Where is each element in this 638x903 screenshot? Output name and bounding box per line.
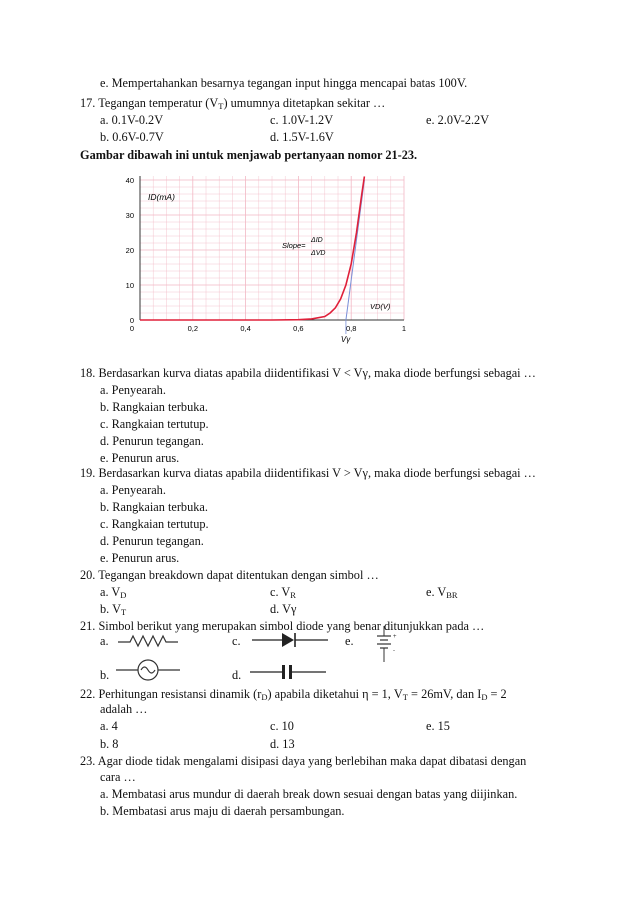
q16-option-e: e. Mempertahankan besarnya tegangan input hingga mencapai batas 100V.: [100, 76, 468, 90]
q19-option-a: a. Penyearah.: [100, 483, 166, 497]
q23-question: 23. Agar diode tidak mengalami disipasi daya yang berlebihan maka dapat dibatasi dengan: [80, 754, 527, 768]
diode-iv-curve-chart: [114, 168, 416, 350]
q22-option-a: a. 4: [100, 719, 118, 733]
ac-source-symbol-icon: [116, 658, 180, 682]
q19-question: 19. Berdasarkan kurva diatas apabila diidentifikasi V > Vγ, maka diode berfungsi sebagai …: [80, 466, 536, 480]
y-tick-label: 20: [125, 246, 134, 255]
q21-option-b-label: b.: [100, 668, 110, 682]
x-tick-label: 0,6: [293, 324, 304, 333]
x-tick-label: 0,2: [187, 324, 199, 333]
svg-text:-: -: [393, 648, 395, 654]
chart-grid: [140, 176, 404, 320]
slope-label: Slope=: [282, 241, 306, 250]
q18-option-b: b. Rangkaian terbuka.: [100, 400, 208, 414]
q17-option-a: a. 0.1V-0.2V: [100, 113, 164, 127]
q18-option-d: d. Penurun tegangan.: [100, 434, 204, 448]
q18-option-e: e. Penurun arus.: [100, 451, 180, 465]
y-tick-label: 10: [125, 281, 134, 290]
y-tick-label: 40: [125, 176, 134, 185]
q18-question: 18. Berdasarkan kurva diatas apabila diidentifikasi V < Vγ, maka diode berfungsi sebagai …: [80, 366, 536, 380]
q23-option-b: b. Membatasi arus maju di daerah persambungan.: [100, 804, 345, 818]
y-tick-label: 0: [129, 316, 134, 325]
svg-text:+: +: [393, 634, 397, 640]
q17-question: 17. Tegangan temperatur $(V_T)$ umumnya ditetapkan sekitar …: [80, 96, 386, 111]
q20-option-c: c. $V_R$: [270, 585, 296, 600]
q23-question-line2: cara …: [100, 770, 136, 784]
q17-option-b: b. 0.6V-0.7V: [100, 130, 164, 144]
y-axis-label: ID(mA): [148, 192, 175, 202]
x-tick-label: 0: [129, 324, 135, 333]
q22-question: 22. Perhitungan resistansi dinamik $(r_D)$ apabila diketahui η = 1, $V_T = 26mV$, dan $I_D = 2$: [80, 687, 507, 702]
q20-option-d: d. Vγ: [270, 602, 297, 616]
battery-symbol-icon: [374, 626, 404, 664]
q17-option-c: c. 1.0V-1.2V: [270, 113, 334, 127]
q21-question: 21. Simbol berikut yang merupakan simbol diode yang benar ditunjukkan pada …: [80, 619, 485, 633]
q20-option-b: b. $V_T$: [100, 602, 127, 617]
x-tick-label: 0,4: [240, 324, 251, 333]
q20-question: 20. Tegangan breakdown dapat ditentukan dengan simbol …: [80, 568, 379, 582]
x-axis-label: VD(V): [370, 302, 391, 311]
q21-option-c-label: c.: [232, 634, 241, 648]
q19-option-b: b. Rangkaian terbuka.: [100, 500, 208, 514]
q17-option-d: d. 1.5V-1.6V: [270, 130, 334, 144]
capacitor-symbol-icon: [250, 662, 326, 682]
q21-option-d-label: d.: [232, 668, 242, 682]
q23-option-a: a. Membatasi arus mundur di daerah break down sesuai dengan batas yang diijinkan.: [100, 787, 518, 801]
slope-numerator: ΔID: [311, 237, 323, 244]
y-tick-label: 30: [125, 211, 134, 220]
q19-option-c: c. Rangkaian tertutup.: [100, 517, 209, 531]
q20-option-a: a. $V_D$: [100, 585, 127, 600]
q20-option-e: e. $V_{BR}$: [426, 585, 458, 600]
q18-option-c: c. Rangkaian tertutup.: [100, 417, 209, 431]
q22-option-e: e. 15: [426, 719, 450, 733]
figure-instruction: Gambar dibawah ini untuk menjawab pertanyaan nomor 21-23.: [80, 148, 418, 162]
q22-option-d: d. 13: [270, 737, 295, 751]
resistor-symbol-icon: [118, 632, 178, 648]
q22-question-line2: adalah …: [100, 702, 148, 716]
q18-option-a: a. Penyearah.: [100, 383, 166, 397]
x-tick-label: 0,8: [345, 324, 357, 333]
q22-option-c: c. 10: [270, 719, 294, 733]
q22-option-b: b. 8: [100, 737, 119, 751]
q19-option-d: d. Penurun tegangan.: [100, 534, 204, 548]
diode-symbol-icon: [252, 630, 328, 650]
vgamma-label: Vγ: [340, 335, 351, 344]
q19-option-e: e. Penurun arus.: [100, 551, 180, 565]
slope-denominator: ΔVD: [311, 250, 326, 257]
q21-option-e-label: e.: [345, 634, 354, 648]
q17-option-e: e. 2.0V-2.2V: [426, 113, 490, 127]
q21-option-a-label: a.: [100, 634, 109, 648]
x-tick-label: 1: [401, 324, 407, 333]
